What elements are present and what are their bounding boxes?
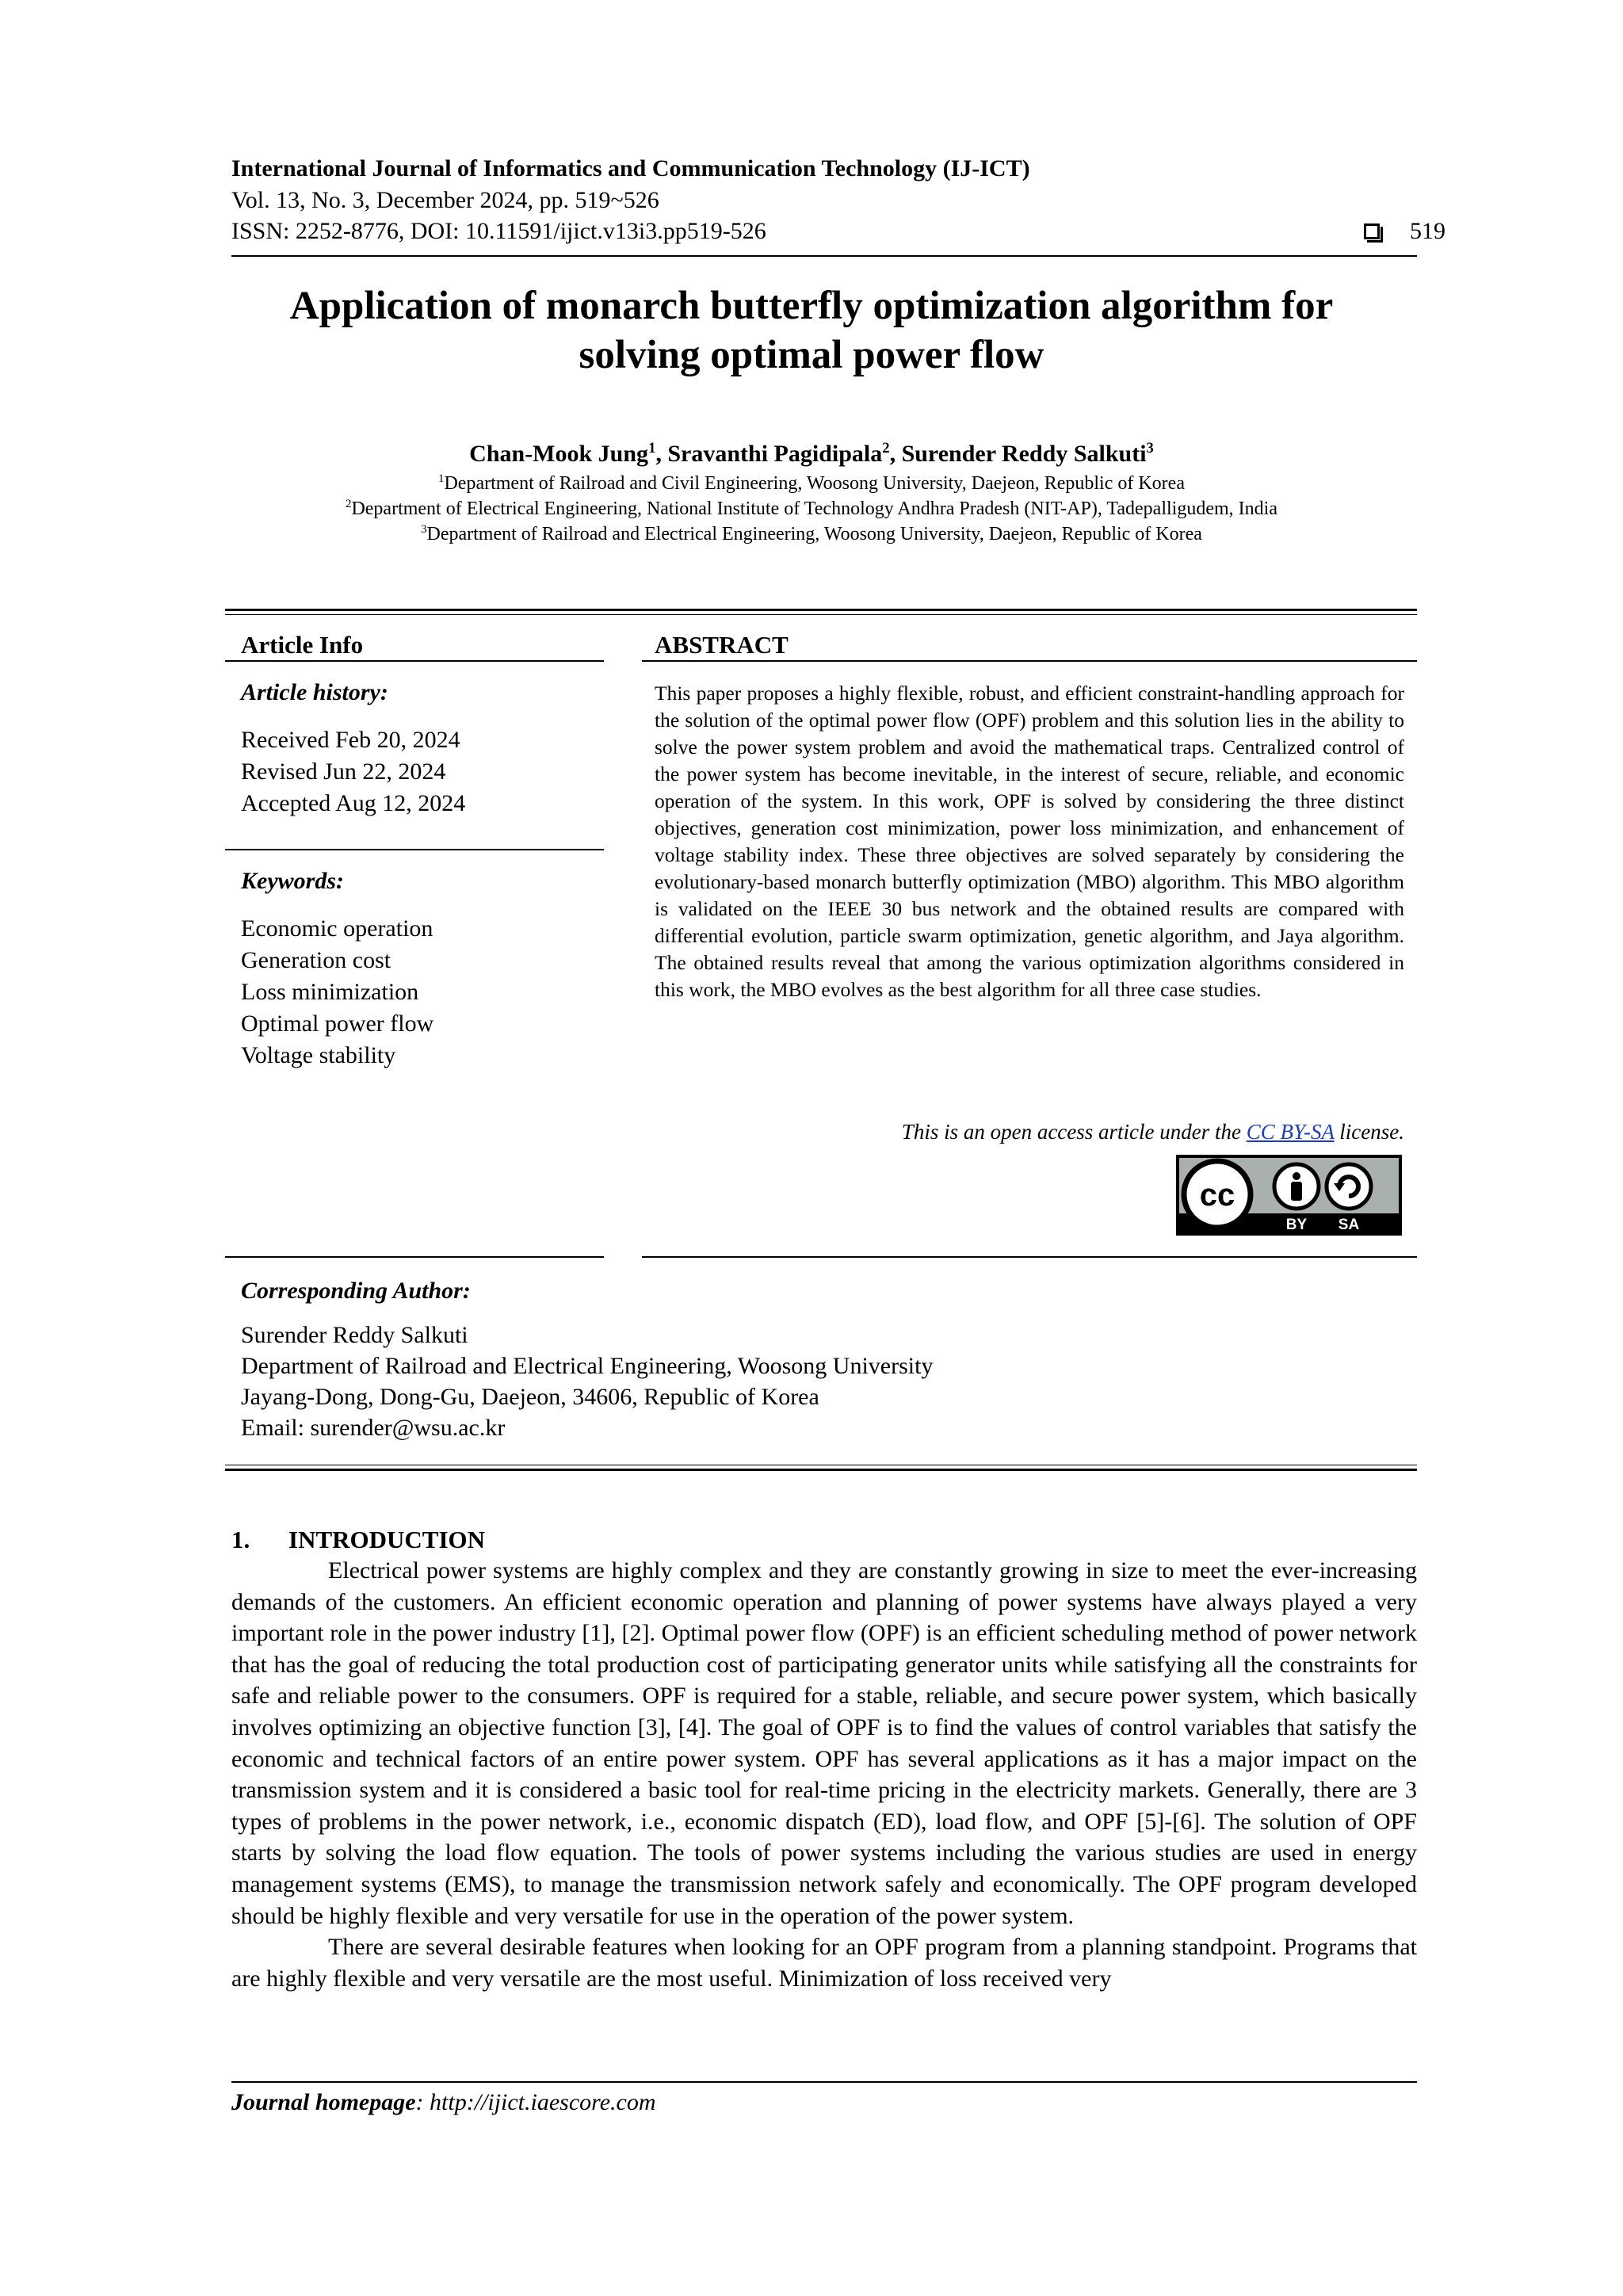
title-line-2: solving optimal power flow: [579, 333, 1044, 377]
author-list: [206, 440, 1417, 468]
corresponding-name: Surender Reddy Salkuti: [241, 1322, 468, 1348]
by-label: BY: [1285, 1217, 1308, 1233]
section-heading-introduction: [231, 1526, 485, 1554]
footer-rule: [231, 2081, 1417, 2083]
keyword: Optimal power flow: [241, 1010, 434, 1037]
share-alike-icon: [1327, 1164, 1371, 1209]
affiliation-text: Department of Electrical Engineering, National Institute of Technology Andhra Pradesh (NIT-AP), Tadepalligudem, India: [351, 499, 1277, 519]
affiliation-text: Department of Railroad and Civil Engineering, Woosong University, Daejeon, Republic of Korea: [444, 473, 1185, 494]
keywords-list: [241, 913, 433, 1072]
issn-doi-line: ISSN: 2252-8776, DOI: 10.11591/ijict.v13i3.pp519-526: [231, 218, 766, 244]
keyword: Generation cost: [241, 947, 391, 973]
person-head: [1293, 1172, 1300, 1180]
affiliation-sup: 1: [438, 472, 445, 485]
open-access-line: [902, 1120, 1404, 1144]
author-sup: 2: [882, 440, 890, 457]
open-access-prefix: This is an open access article under the: [901, 1120, 1247, 1144]
corresponding-details: [241, 1320, 933, 1443]
section-number: 1.: [231, 1526, 250, 1553]
author-separator: ,: [889, 441, 902, 467]
paragraph: Electrical power systems are highly complex and they are constantly growing in size to meet the ever-increasing demands of the customers. An efficient economic operation and planning of power systems have always played a very important role in the power industry [1], [2]. Optimal power flow (OPF) is an efficient scheduling method of power network that has the goal of reducing the total production cost of participating generator units while satisfying all the constraints for safe and reliable power to the consumers. OPF is required for a stable, reliable, and secure power system, which basically involves optimizing an objective function [3], [4]. The goal of OPF is to find the values of control variables that satisfy the economic and technical factors of an entire power system. OPF has several applications as it has a major impact on the transmission system and it is considered a basic tool for real-time pricing in the electricity markets. Generally, there are 3 types of problems in the power network, i.e., economic dispatch (ED), load flow, and OPF [5]-[6]. The solution of OPF starts by solving the load flow equation. The tools of power systems including the various studies are used in energy management systems (EMS), to manage the transmission network safely and economically. The OPF program developed should be highly flexible and very versatile for use in the operation of the power system.: [231, 1557, 1417, 1929]
sa-label: SA: [1338, 1217, 1360, 1233]
affiliation: [206, 498, 1417, 520]
article-info-heading: Article Info: [241, 631, 364, 659]
homepage-url[interactable]: http://ijict.iaescore.com: [430, 2089, 656, 2115]
open-access-suffix: license.: [1334, 1120, 1404, 1144]
header-rule: [231, 255, 1417, 257]
cc-by-sa-icon: [1176, 1155, 1402, 1236]
received-date: Received Feb 20, 2024: [241, 727, 460, 753]
info-top-rule: [225, 609, 1417, 611]
paper-title: [206, 281, 1417, 380]
affiliation-text: Department of Railroad and Electrical Engineering, Woosong University, Daejeon, Republic of Korea: [426, 524, 1202, 544]
author-name: Surender Reddy Salkuti: [901, 441, 1147, 467]
revised-date: Revised Jun 22, 2024: [241, 758, 446, 785]
journal-name: International Journal of Informatics and Communication Technology (IJ-ICT): [231, 155, 1030, 181]
cc-badge-graphic: [1178, 1156, 1400, 1234]
keyword: Economic operation: [241, 915, 433, 942]
title-line-1: Application of monarch butterfly optimization algorithm for: [289, 284, 1334, 328]
history-rule: [225, 849, 604, 850]
info-top-rule-inner: [225, 614, 1417, 615]
license-link[interactable]: CC BY-SA: [1246, 1120, 1335, 1144]
author-name: Chan-Mook Jung: [469, 441, 649, 467]
homepage-separator: :: [415, 2089, 430, 2115]
page-number: 519: [1410, 218, 1445, 244]
left-bottom-rule: [225, 1256, 604, 1258]
page-number-block: [1364, 218, 1445, 245]
right-bottom-rule: [642, 1256, 1417, 1258]
abstract-heading: ABSTRACT: [655, 631, 789, 659]
author-name: Sravanthi Pagidipala: [667, 441, 883, 467]
person-body: [1291, 1182, 1302, 1201]
accepted-date: Accepted Aug 12, 2024: [241, 790, 466, 816]
affiliation: [206, 523, 1417, 545]
volume-line: Vol. 13, No. 3, December 2024, pp. 519~526: [231, 187, 659, 213]
corresponding-department: Department of Railroad and Electrical Engineering, Woosong University: [241, 1353, 934, 1379]
author-sup: 3: [1146, 440, 1154, 457]
author-separator: ,: [655, 441, 668, 467]
keyword: Loss minimization: [241, 979, 419, 1005]
article-history-heading: Article history:: [241, 679, 388, 705]
author-sup: 1: [648, 440, 656, 457]
corresponding-email: Email: surender@wsu.ac.kr: [241, 1415, 506, 1441]
homepage-label: Journal homepage: [231, 2089, 416, 2115]
info-bottom-rule-outer: [225, 1469, 1417, 1471]
introduction-body: [231, 1555, 1417, 1994]
section-title: INTRODUCTION: [288, 1526, 486, 1553]
abstract-body: This paper proposes a highly flexible, robust, and efficient constraint-handling approach for the solution of the optimal power flow (OPF) problem and this solution lies in the ability to solve the power system problem and avoid the mathematical traps. Centralized control of the power system has become inevitable, in the interest of secure, reliable, and economic operation of the system. In this work, OPF is solved by considering the three distinct objectives, generation cost minimization, power loss minimization, and enhancement of voltage stability index. These three objectives are solved separately by considering the evolutionary-based monarch butterfly optimization (MBO) algorithm. This MBO algorithm is validated on the IEEE 30 bus network and the obtained results are compared with differential evolution, particle swarm optimization, genetic algorithm, and Jaya algorithm. The obtained results reveal that among the various optimization algorithms considered in this work, the MBO evolves as the best algorithm for all three case studies.: [655, 682, 1404, 1001]
square-bullet-icon: [1364, 223, 1380, 239]
affiliation-sup: 2: [346, 498, 352, 510]
keyword: Voltage stability: [241, 1042, 396, 1068]
affiliation: [206, 472, 1417, 495]
cc-letters: cc: [1199, 1178, 1235, 1213]
corresponding-address: Jayang-Dong, Dong-Gu, Daejeon, 34606, Republic of Korea: [241, 1384, 819, 1410]
keywords-heading: Keywords:: [241, 868, 344, 894]
article-info-rule: [225, 660, 604, 662]
history-list: [241, 724, 465, 819]
paragraph: There are several desirable features when looking for an OPF program from a planning standpoint. Programs that are highly flexible and very versatile are the most useful. Minimization of loss received very: [231, 1934, 1417, 1992]
journal-homepage: [231, 2089, 656, 2116]
corresponding-heading: Corresponding Author:: [241, 1278, 471, 1304]
abstract-rule: [642, 660, 1417, 662]
affiliation-sup: 3: [421, 523, 427, 536]
